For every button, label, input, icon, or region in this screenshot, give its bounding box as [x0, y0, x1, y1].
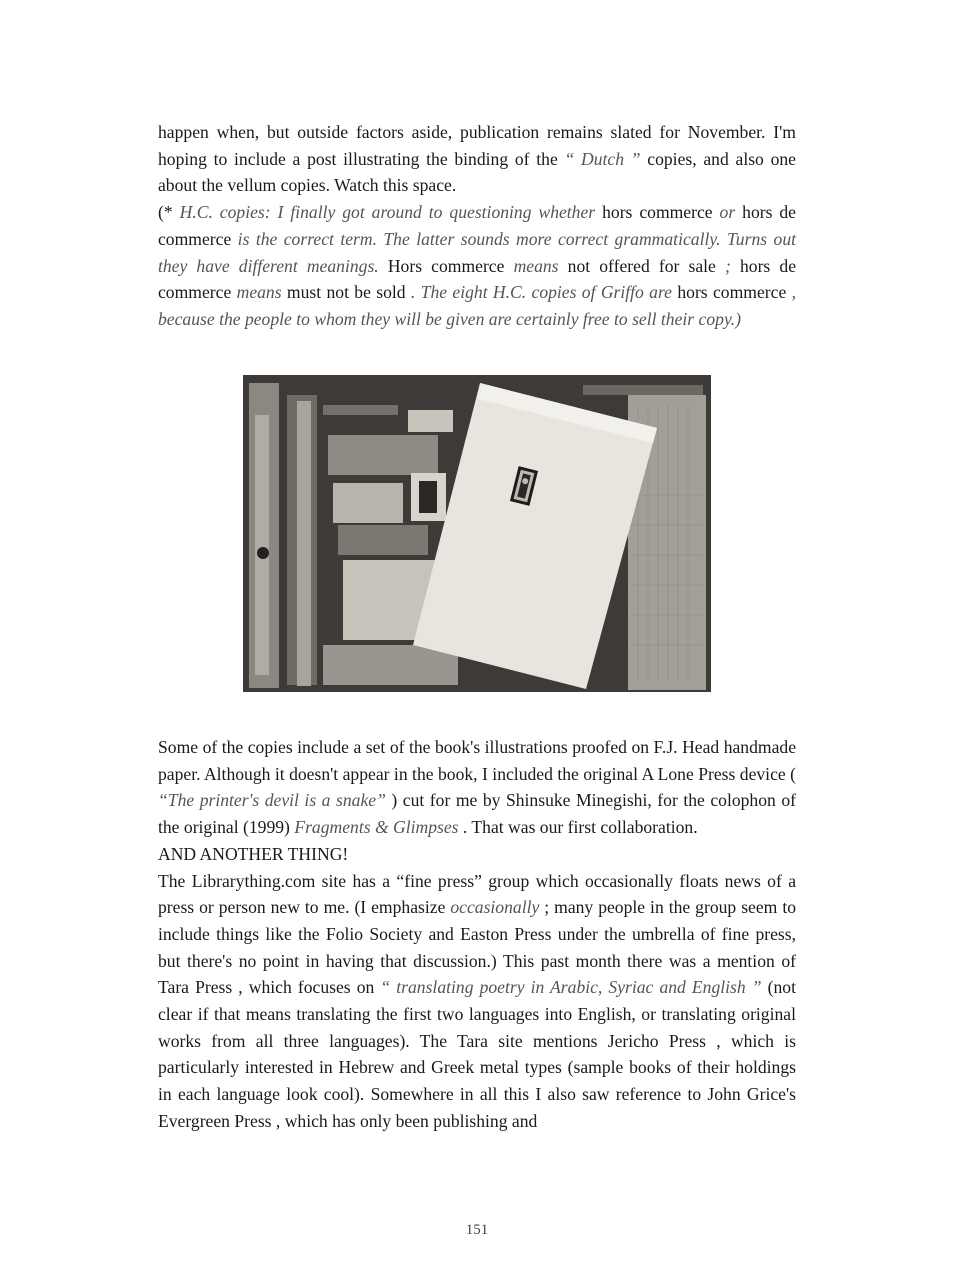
paragraph-librarything: The Librarything.com site has a “fine press” group which occasionally floats news of a press or person new to me. (I emphasize occasionally ; many people in the group seem to include things like the Folio Society and Easton Press under the umbrella of fine press, but there's no point in having that discussion.) This past month there was a mention of Tara Press , which focuses on “ translating poetry in Arabic, Syriac and English ” (not clear if that means translating the first two languages into English, or translating original works from all three languages). The Tara site mentions Jericho Press , which is particularly interested in Hebrew and Greek metal types (sample books of their holdings in each language look cool). Somewhere in all this I also saw reference to John Grice's Evergreen Press , which has only been publishing and — [158, 870, 797, 1131]
photo-illustration — [243, 375, 711, 692]
page-number: 151 — [465, 1222, 489, 1238]
paragraph-intro: happen when, but outside factors aside, publication remains slated for November. I'm hoping to include a post illustrating the binding of the “ Dutch ” copies, and also one about the vellum copies. Watch this space. (* H.C. copies: I finally got around to questioning whether hors commerce or hors de commerce is the correct term. The latter sounds more correct grammatically. Turns out they have different meanings. Hors commerce means not offered for sale ; hors de commerce means must not be sold . The eight H.C. copies of Griffo are hors commerce , because the people to whom they will be given are certainly free to sell their copy.) — [158, 122, 797, 329]
paragraph-copies: Some of the copies include a set of the book's illustrations proofed on F.J. Head handmade paper. Although it doesn't appear in the book, I included the original A Lone Press device ( “The printer's devil is a snake” ) cut for me by Shinsuke Minegishi, for the colophon of the original (1999) Fragments & Glimpses . That was our first collaboration. AND ANOTHER THING! The Librarything.com site has a “fine press” group which occasionally floats news of a press or person new to me. (I emphasize occasionally ; many people in the group seem to include things like the Folio Society and Easton Press under the umbrella of fine press, but there's no point in having that discussion.) This past month there was a mention of Tara Press , which focuses on “ translating poetry in Arabic, Syriac and English ” (not clear if that means translating the first two languages into English, or translating original works from all three languages). The Tara site mentions Jericho Press , which is particularly interested in Hebrew and Greek metal types (sample books of their holdings in each language look cool). Somewhere in all this I also saw reference to John Grice's Evergreen Press , which has only been publishing and — [158, 737, 797, 1131]
book-on-press-photo — [243, 375, 711, 692]
hc-note: (* H.C. copies: I finally got around to questioning whether hors commerce or hors de commerce is the correct term. The latter sounds more correct grammatically. Turns out they have different meanings. Hors commerce means not offered for sale ; hors de commerce means must not be sold . The eight H.C. copies of Griffo are hors commerce , because the people to whom they will be given are certainly free to sell their copy.) — [158, 202, 797, 329]
section-heading: AND ANOTHER THING! — [158, 843, 349, 864]
